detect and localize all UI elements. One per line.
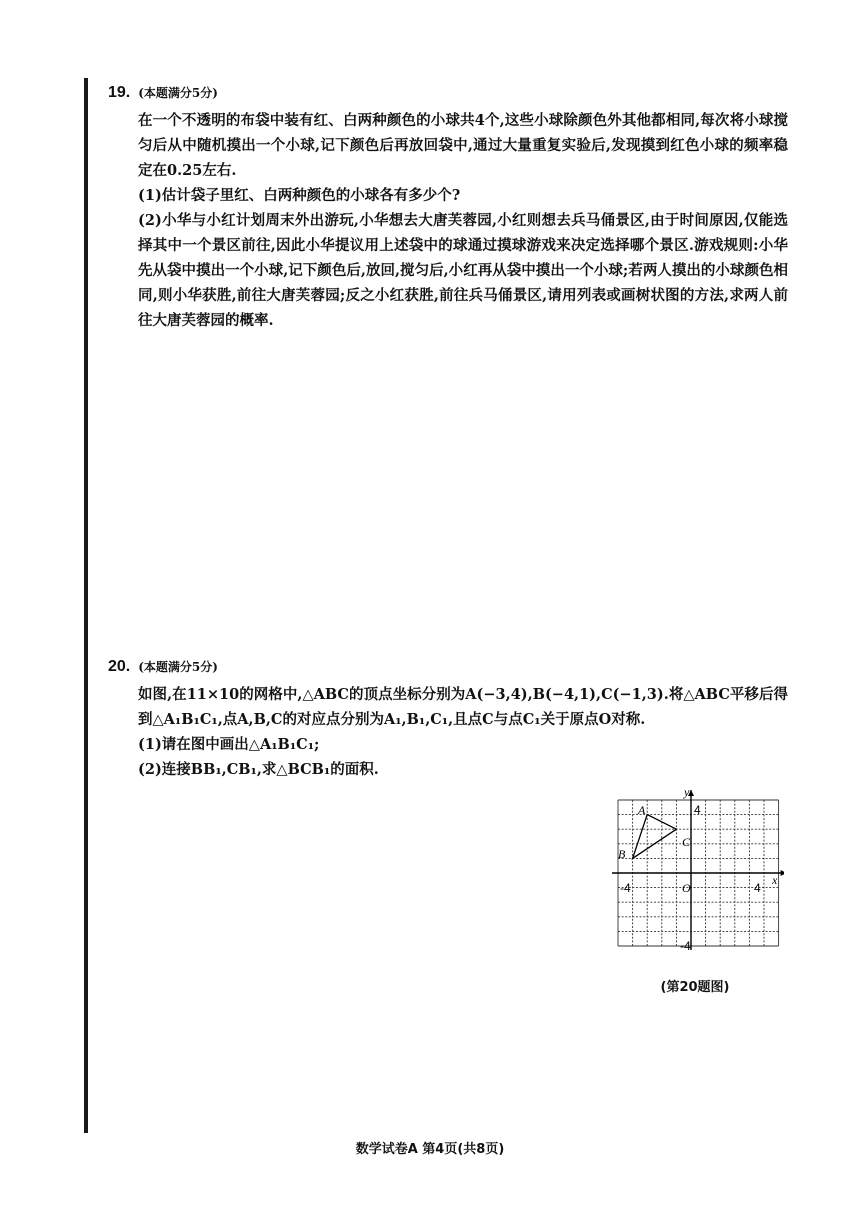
vertex-c-label: C [682, 835, 691, 849]
binding-margin-line [84, 78, 88, 1133]
y-axis-label: y [684, 785, 690, 799]
page-footer: 数学试卷A 第4页(共8页) [355, 1142, 505, 1157]
question-header [108, 84, 788, 102]
question-20 [108, 658, 788, 782]
vertex-b-label: B [618, 847, 626, 861]
y-positive-tick-label: 4 [694, 803, 701, 817]
y-negative-tick-label: -4 [680, 939, 691, 953]
triangle-abc [633, 815, 677, 859]
question-stem: 如图,在11×10的网格中,△ABC的顶点坐标分别为A(−3,4),B(−4,1),C(−1,3).将△ABC平移后得到△A₁B₁C₁,点A,B,C的对应点分别为A₁,B₁,C₁,且点C与点C₁关于原点O对称. [138, 686, 788, 728]
x-axis-arrow [781, 870, 784, 876]
x-axis-label: x [772, 873, 778, 887]
question-number: 19. [108, 84, 131, 101]
figure-caption: (第20题图) [660, 980, 730, 995]
origin-label: O [682, 881, 691, 895]
question-part-1: (1)估计袋子里红、白两种颜色的小球各有多少个? [138, 187, 461, 204]
question-score: (本题满分5分) [138, 660, 218, 674]
coordinate-grid [606, 784, 784, 974]
question-score: (本题满分5分) [138, 86, 218, 100]
x-negative-tick-label: -4 [620, 881, 631, 895]
question-stem: 在一个不透明的布袋中装有红、白两种颜色的小球共4个,这些小球除颜色外其他都相同,每次将小球搅匀后从中随机摸出一个小球,记下颜色后再放回袋中,通过大量重复实验后,发现摸到红色小球的频率稳定在0.25左右. [138, 112, 788, 179]
question-part-1: (1)请在图中画出△A₁B₁C₁; [138, 736, 320, 753]
question-19 [108, 84, 788, 333]
triangle-abc-outline [633, 815, 677, 859]
vertex-a-label: A [638, 803, 646, 817]
coordinate-grid-figure [606, 784, 784, 994]
figure-labels [618, 785, 778, 953]
question-part-2: (2)小华与小红计划周末外出游玩,小华想去大唐芙蓉园,小红则想去兵马俑景区,由于时间原因,仅能选择其中一个景区前往,因此小华提议用上述袋中的球通过摸球游戏来决定选择哪个景区.游戏规则:小华先从袋中摸出一个小球,记下颜色后,放回,搅匀后,小红再从袋中摸出一个小球;若两人摸出的小球颜色相同,则小华获胜,前往大唐芙蓉园;反之小红获胜,前往兵马俑景区,请用列表或画树状图的方法,求两人前往大唐芙蓉园的概率. [138, 212, 788, 329]
question-header [108, 658, 788, 676]
x-positive-tick-label: 4 [754, 881, 761, 895]
question-part-2: (2)连接BB₁,CB₁,求△BCB₁的面积. [138, 761, 379, 778]
question-number: 20. [108, 658, 131, 675]
